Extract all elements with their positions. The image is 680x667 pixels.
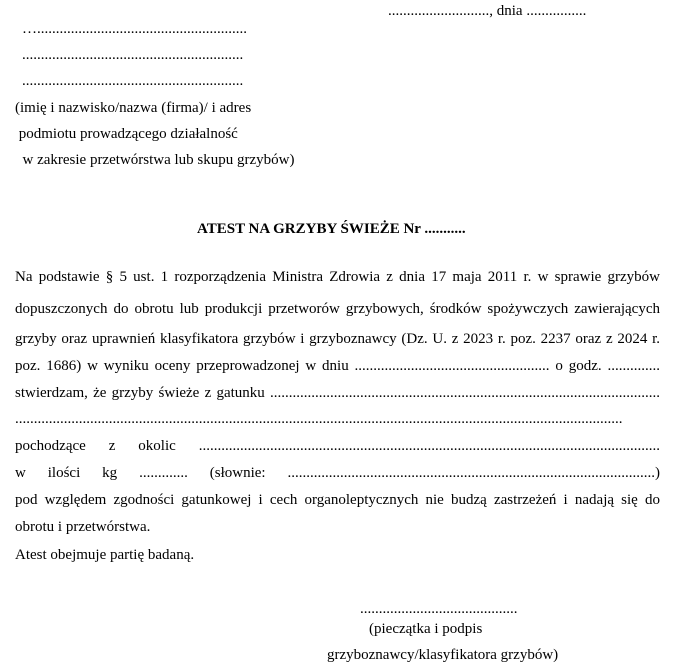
address-caption-2: podmiotu prowadzącego działalność xyxy=(15,126,238,142)
signature-caption-1: (pieczątka i podpis xyxy=(369,621,483,637)
document-title: ATEST NA GRZYBY ŚWIEŻE Nr ........... xyxy=(197,221,466,237)
body-line-8: w ilości kg ............. (słownie: ..................................................................................................) xyxy=(15,465,660,481)
date-line: ..........................., dnia ................ xyxy=(388,3,587,19)
body-line-4: poz. 1686) w wyniku oceny przeprowadzonej w dniu .................................................... o godz. .............. xyxy=(15,358,660,374)
body-line-3: grzyby oraz uprawnień klasyfikatora grzybów i grzyboznawcy (Dz. U. z 2023 r. poz. 2237 oraz z 2024 r. xyxy=(15,331,660,347)
body-line-7: pochodzące z okolic ........................................................................................................................... xyxy=(15,438,660,454)
address-line-3: ........................................................... xyxy=(22,73,244,89)
body-line-5: stwierdzam, że grzyby świeże z gatunku ........................................................................................................ xyxy=(15,385,660,401)
signature-caption-2: grzyboznawcy/klasyfikatora grzybów) xyxy=(327,647,559,663)
address-caption-1: (imię i nazwisko/nazwa (firma)/ i adres xyxy=(15,100,252,116)
address-line-2: ........................................................... xyxy=(22,47,244,63)
body-line-6: .................................................................................................................................................................. xyxy=(15,411,623,427)
body-line-1: Na podstawie § 5 ust. 1 rozporządzenia Ministra Zdrowia z dnia 17 maja 2011 r. w sprawie grzybów xyxy=(15,269,660,285)
body-line-9: pod względem zgodności gatunkowej i cech organoleptycznych nie budzą zastrzeżeń i nadają się do xyxy=(15,492,660,508)
signature-line: .......................................... xyxy=(360,601,518,617)
address-caption-3: w zakresie przetwórstwa lub skupu grzybów) xyxy=(15,152,295,168)
body-line-11: Atest obejmuje partię badaną. xyxy=(15,547,195,563)
body-line-2: dopuszczonych do obrotu lub produkcji przetworów grzybowych, środków spożywczych zawierających xyxy=(15,301,660,317)
address-line-1: …........................................................ xyxy=(22,21,247,37)
body-line-10: obrotu i przetwórstwa. xyxy=(15,519,151,535)
